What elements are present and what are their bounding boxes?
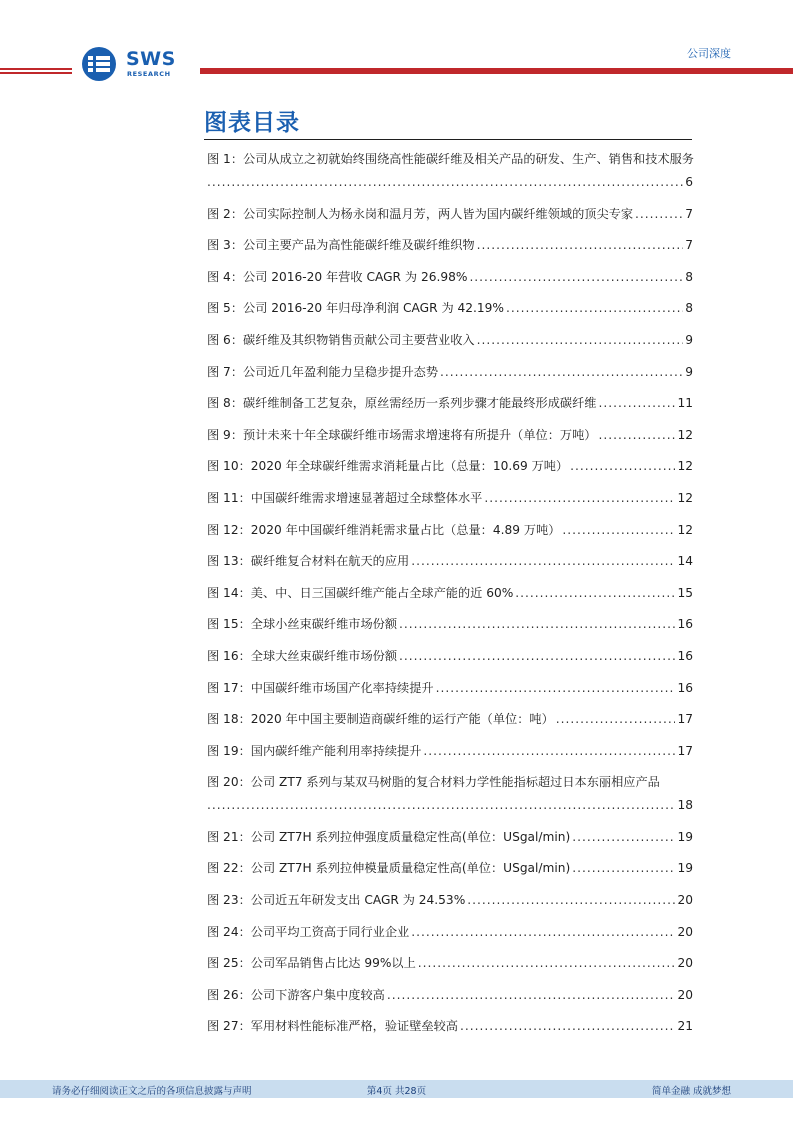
toc-leader-dots — [399, 649, 675, 664]
toc-entry-label: 图 1：公司从成立之初就始终围绕高性能碳纤维及相关产品的研发、生产、销售和技术服务 — [207, 152, 694, 166]
toc-entry[interactable] — [207, 681, 693, 696]
toc-entry-label: 图 18：2020 年中国主要制造商碳纤维的运行产能（单位：吨） — [207, 712, 554, 727]
toc-leader-dots — [515, 586, 675, 601]
toc-leader-dots — [484, 491, 675, 506]
toc-entry-page: 7 — [685, 238, 693, 253]
toc-entry-label: 图 6：碳纤维及其织物销售贡献公司主要营业收入 — [207, 332, 475, 347]
toc-leader-dots — [572, 861, 675, 876]
toc-entry-page: 15 — [677, 585, 693, 600]
toc-entry-label: 图 4：公司 2016-20 年营收 CAGR 为 26.98% — [207, 269, 468, 284]
toc-entry-label: 图 16：全球大丝束碳纤维市场份额 — [207, 648, 398, 663]
toc-leader-dots — [635, 207, 683, 222]
toc-entry[interactable] — [207, 830, 693, 845]
toc-entry[interactable] — [207, 861, 693, 876]
toc-entry-label: 图 26：公司下游客户集中度较高 — [207, 987, 385, 1002]
toc-entry-page: 12 — [677, 459, 693, 474]
toc-entry[interactable] — [207, 1019, 693, 1034]
toc-leader-dots — [436, 681, 676, 696]
toc-entry-page: 16 — [677, 617, 693, 632]
toc-entry[interactable] — [207, 333, 693, 348]
toc-entry-label: 图 21：公司 ZT7H 系列拉伸强度质量稳定性高(单位：USgal/min) — [207, 829, 571, 844]
toc-entry[interactable] — [207, 396, 693, 411]
toc-entry[interactable] — [207, 775, 693, 813]
toc-entry[interactable] — [207, 301, 693, 316]
toc-entry-page: 12 — [677, 522, 693, 537]
toc-leader-dots — [399, 617, 675, 632]
toc-leader-dots — [598, 396, 675, 411]
toc-entry-label: 图 5：公司 2016-20 年归母净利润 CAGR 为 42.19% — [207, 301, 504, 316]
toc-entry[interactable] — [207, 365, 693, 380]
toc-entry-label: 图 27：军用材料性能标准严格，验证壁垒较高 — [207, 1019, 458, 1034]
toc-entry-page: 18 — [677, 798, 693, 813]
toc-entry-label: 图 12：2020 年中国碳纤维消耗需求量占比（总量：4.89 万吨） — [207, 522, 561, 537]
toc-leader-dots — [467, 893, 675, 908]
toc-entry-page: 14 — [677, 554, 693, 569]
toc-entry[interactable] — [207, 554, 693, 569]
toc-entry-page: 12 — [677, 427, 693, 442]
toc-entry-page: 16 — [677, 648, 693, 663]
footer-disclaimer: 请务必仔细阅读正文之后的各项信息披露与声明 — [52, 1086, 252, 1097]
toc-entry[interactable] — [207, 988, 693, 1003]
toc-entry-page: 20 — [677, 987, 693, 1002]
toc-leader-dots — [572, 830, 675, 845]
toc-leader-dots — [562, 523, 675, 538]
logo-subtext: RESEARCH — [127, 70, 171, 78]
toc-entry[interactable] — [207, 238, 693, 253]
toc-entry[interactable] — [207, 744, 693, 759]
toc-entry-label: 图 13：碳纤维复合材料在航天的应用 — [207, 554, 410, 569]
toc-entry-page: 16 — [677, 680, 693, 695]
toc-entry[interactable] — [207, 523, 693, 538]
toc-leader-dots — [598, 428, 675, 443]
toc-entry[interactable] — [207, 893, 693, 908]
toc-entry-page: 8 — [685, 269, 693, 284]
toc-entry[interactable] — [207, 617, 693, 632]
toc-entry-label: 图 17：中国碳纤维市场国产化率持续提升 — [207, 680, 434, 695]
title-divider — [204, 139, 692, 140]
toc-entry-page: 20 — [677, 956, 693, 971]
toc-entry[interactable] — [207, 207, 693, 222]
toc-entry[interactable] — [207, 956, 693, 971]
toc-entry[interactable] — [207, 428, 693, 443]
toc-entry[interactable] — [207, 152, 693, 190]
toc-entry[interactable] — [207, 586, 693, 601]
toc-entry-page: 17 — [677, 712, 693, 727]
toc-entry-label: 图 19：国内碳纤维产能利用率持续提升 — [207, 743, 422, 758]
toc-entry-label: 图 8：碳纤维制备工艺复杂，原丝需经历一系列步骤才能最终形成碳纤维 — [207, 396, 597, 411]
toc-entry-page: 21 — [677, 1019, 693, 1034]
toc-entry-page: 8 — [685, 301, 693, 316]
toc-leader-dots — [387, 988, 676, 1003]
logo-text: SWS — [126, 48, 176, 70]
toc-entry-label: 图 2：公司实际控制人为杨永岗和温月芳，两人皆为国内碳纤维领域的顶尖专家 — [207, 206, 634, 221]
toc-entry-label: 图 20：公司 ZT7 系列与某双马树脂的复合材料力学性能指标超过日本东丽相应产品 — [207, 775, 660, 790]
toc-entry-page: 6 — [685, 175, 693, 189]
toc-entry-page: 11 — [677, 396, 693, 411]
toc-entry-label: 图 11：中国碳纤维需求增速显著超过全球整体水平 — [207, 490, 483, 505]
toc-leader-dots — [469, 270, 683, 285]
toc-leader-dots — [556, 712, 676, 727]
toc-leader-dots — [570, 459, 675, 474]
toc-leader-dots — [506, 301, 683, 316]
page-title: 图表目录 — [204, 110, 300, 136]
toc-entry-page: 20 — [677, 924, 693, 939]
toc-entry-label: 图 7：公司近几年盈利能力呈稳步提升态势 — [207, 364, 439, 379]
toc-entry-page: 17 — [677, 743, 693, 758]
footer-page-number: 第4页 共28页 — [366, 1086, 427, 1097]
toc-entry-label: 图 25：公司军品销售占比达 99%以上 — [207, 956, 416, 971]
toc-entry[interactable] — [207, 491, 693, 506]
toc-entry-label: 图 23：公司近五年研发支出 CAGR 为 24.53% — [207, 893, 466, 908]
toc-entry-label: 图 14：美、中、日三国碳纤维产能占全球产能的近 60% — [207, 585, 514, 600]
toc-entry-page: 12 — [677, 490, 693, 505]
toc-leader-dots — [418, 956, 676, 971]
figure-toc — [207, 152, 693, 1051]
toc-entry-page: 19 — [677, 829, 693, 844]
toc-entry[interactable] — [207, 712, 693, 727]
footer-slogan: 简单金融 成就梦想 — [651, 1086, 731, 1097]
toc-leader-dots — [460, 1019, 676, 1034]
toc-leader-dots — [477, 238, 684, 253]
toc-entry-page: 9 — [685, 364, 693, 379]
toc-entry-label: 图 24：公司平均工资高于同行业企业 — [207, 924, 410, 939]
toc-leader-dots — [207, 798, 675, 813]
toc-entry-label: 图 22：公司 ZT7H 系列拉伸模量质量稳定性高(单位：USgal/min) — [207, 861, 571, 876]
report-type-tag: 公司深度 — [687, 47, 731, 60]
toc-entry[interactable] — [207, 270, 693, 285]
toc-leader-dots — [477, 333, 684, 348]
toc-entry[interactable] — [207, 649, 693, 664]
toc-entry-label: 图 10：2020 年全球碳纤维需求消耗量占比（总量：10.69 万吨） — [207, 459, 569, 474]
toc-leader-dots — [207, 175, 683, 190]
toc-leader-dots — [411, 925, 675, 940]
toc-entry-page: 19 — [677, 861, 693, 876]
toc-entry-label: 图 9：预计未来十年全球碳纤维市场需求增速将有所提升（单位：万吨） — [207, 427, 597, 442]
toc-leader-dots — [440, 365, 683, 380]
header-rule-left — [0, 68, 72, 74]
toc-entry[interactable] — [207, 925, 693, 940]
header-rule-right — [200, 68, 793, 74]
toc-leader-dots — [423, 744, 675, 759]
toc-entry-label: 图 15：全球小丝束碳纤维市场份额 — [207, 617, 398, 632]
toc-entry-page: 7 — [685, 206, 693, 221]
toc-entry[interactable] — [207, 459, 693, 474]
toc-entry-label: 图 3：公司主要产品为高性能碳纤维及碳纤维织物 — [207, 238, 475, 253]
toc-leader-dots — [411, 554, 675, 569]
toc-entry-page: 9 — [685, 332, 693, 347]
toc-entry-page: 20 — [677, 893, 693, 908]
